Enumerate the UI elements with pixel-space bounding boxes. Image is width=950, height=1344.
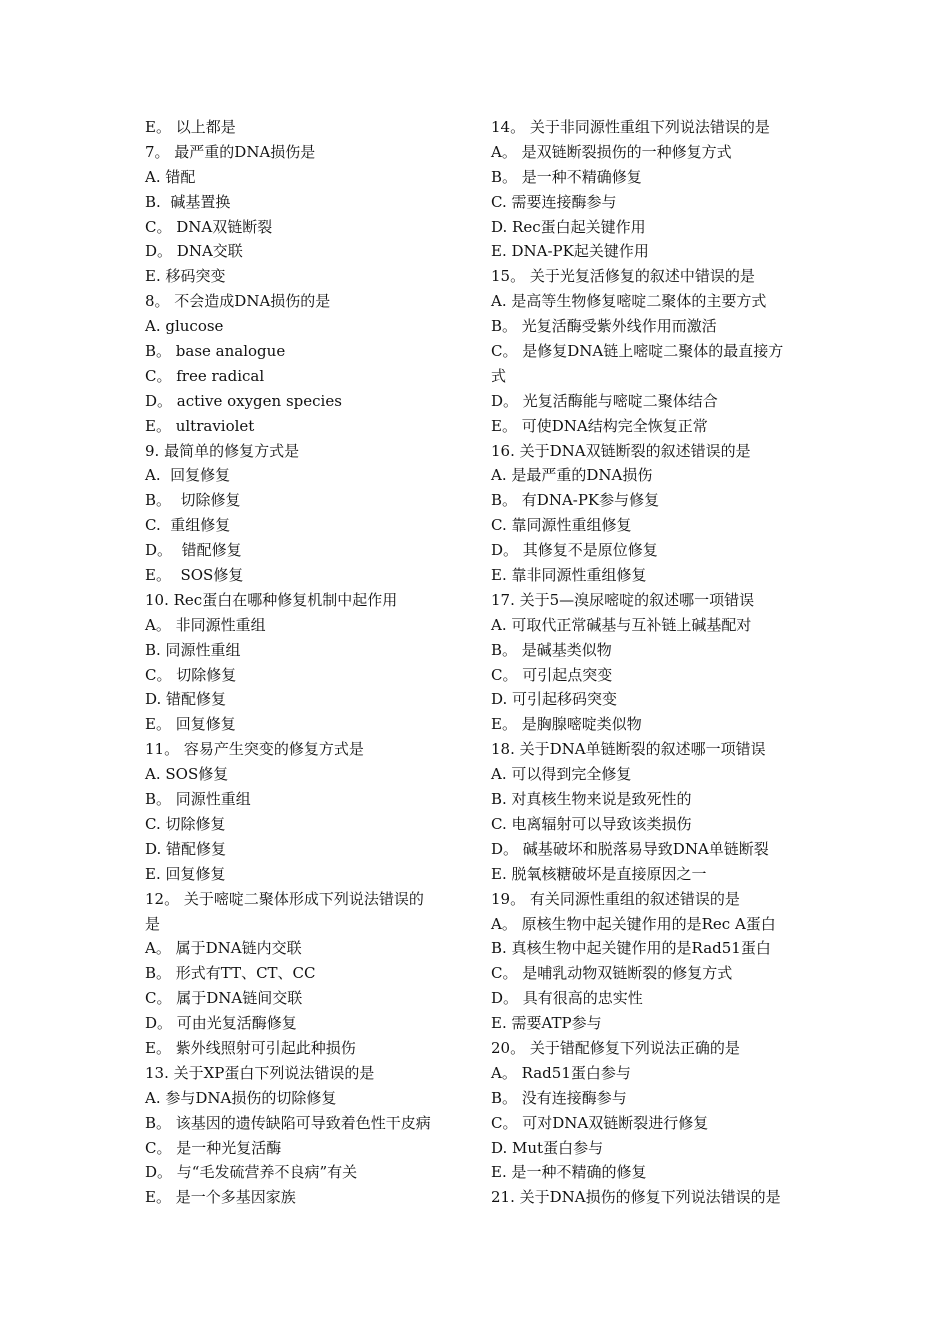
question-line: C。 是修复DNA链上嘧啶二聚体的最直接方 — [491, 342, 784, 361]
question-line: E. 回复修复 — [145, 864, 226, 883]
question-line: E。 是胸腺嘧啶类似物 — [491, 715, 642, 734]
question-line: 12。 关于嘧啶二聚体形成下列说法错误的 — [145, 889, 424, 908]
question-line: B。 形式有TT、CT、CC — [145, 964, 316, 983]
question-line: A。 是双链断裂损伤的一种修复方式 — [491, 142, 732, 161]
left-column — [145, 115, 470, 1210]
question-line: E. 移码突变 — [145, 267, 226, 286]
question-line: C。 可引起点突变 — [491, 665, 613, 684]
question-line: 18. 关于DNA单链断裂的叙述哪一项错误 — [491, 740, 766, 759]
question-line: 19。 有关同源性重组的叙述错误的是 — [491, 889, 740, 908]
question-line: 10. Rec蛋白在哪种修复机制中起作用 — [145, 590, 398, 609]
question-line: D. 可引起移码突变 — [491, 690, 618, 709]
question-line: B。 有DNA-PK参与修复 — [491, 491, 660, 510]
question-line: A。 Rad51蛋白参与 — [491, 1063, 631, 1082]
question-line: A。 原核生物中起关键作用的是Rec A蛋白 — [491, 914, 776, 933]
question-line: C。 可对DNA双链断裂进行修复 — [491, 1113, 709, 1132]
question-line: 21. 关于DNA损伤的修复下列说法错误的是 — [491, 1188, 781, 1207]
question-line: B. 碱基置换 — [145, 192, 231, 211]
question-line: 是 — [145, 914, 161, 933]
question-line: E。 可使DNA结构完全恢复正常 — [491, 416, 708, 435]
question-line: 20。 关于错配修复下列说法正确的是 — [491, 1038, 740, 1057]
question-line: A. 错配 — [145, 167, 196, 186]
question-line: B。 切除修复 — [145, 491, 241, 510]
question-line: 14。 关于非同源性重组下列说法错误的是 — [491, 118, 770, 136]
question-line: A。 非同源性重组 — [145, 615, 266, 634]
question-line: E。 紫外线照射可引起此种损伤 — [145, 1038, 356, 1057]
question-line: B。 同源性重组 — [145, 790, 251, 809]
question-line: C。 是一种光复活酶 — [145, 1138, 282, 1157]
question-line: A. 参与DNA损伤的切除修复 — [145, 1088, 337, 1107]
question-line: B. 同源性重组 — [145, 640, 241, 659]
question-line: E. 靠非同源性重组修复 — [491, 566, 647, 585]
question-line: A. 是最严重的DNA损伤 — [491, 466, 653, 485]
question-line: A. 可以得到完全修复 — [491, 765, 632, 784]
question-line: C. 切除修复 — [145, 814, 226, 833]
question-line: D. 错配修复 — [145, 839, 227, 858]
question-line: E. 脱氧核糖破坏是直接原因之一 — [491, 864, 707, 883]
question-line: E. 需要ATP参与 — [491, 1014, 602, 1033]
question-line: C。 是哺乳动物双链断裂的修复方式 — [491, 964, 733, 983]
question-line: D。 碱基破坏和脱落易导致DNA单链断裂 — [491, 839, 769, 858]
question-line: A. 回复修复 — [145, 466, 231, 485]
question-line: 8。 不会造成DNA损伤的是 — [145, 292, 331, 311]
question-line: D. Mut蛋白参与 — [491, 1138, 604, 1157]
question-line: E。 是一个多基因家族 — [145, 1188, 296, 1207]
question-line: D. Rec蛋白起关键作用 — [491, 217, 646, 236]
question-line: B。 该基因的遗传缺陷可导致着色性干皮病 — [145, 1113, 431, 1132]
question-line: E。 ultraviolet — [145, 416, 255, 435]
question-line: B。 光复活酶受紫外线作用而激活 — [491, 317, 717, 336]
question-line: B。 是一种不精确修复 — [491, 167, 642, 186]
right-column — [491, 115, 811, 1210]
question-line: C。 free radical — [145, 366, 265, 385]
question-line: B。 base analogue — [145, 342, 286, 361]
question-line: 17. 关于5—溴尿嘧啶的叙述哪一项错误 — [491, 590, 755, 609]
question-line: D。 与“毛发硫营养不良病”有关 — [145, 1163, 358, 1182]
question-line: C. 靠同源性重组修复 — [491, 516, 632, 535]
question-line: C。 属于DNA链间交联 — [145, 989, 303, 1008]
question-line: C。 切除修复 — [145, 665, 237, 684]
question-line: B。 没有连接酶参与 — [491, 1088, 627, 1107]
question-line: 11。 容易产生突变的修复方式是 — [145, 740, 364, 759]
question-line: A. 可取代正常碱基与互补链上碱基配对 — [491, 615, 752, 634]
question-line: A。 属于DNA链内交联 — [145, 939, 302, 958]
question-line: C。 DNA双链断裂 — [145, 217, 273, 236]
question-line: D。 DNA交联 — [145, 242, 243, 261]
question-line: 13. 关于XP蛋白下列说法错误的是 — [145, 1063, 375, 1082]
question-line: A. SOS修复 — [145, 765, 229, 784]
question-line: E。 回复修复 — [145, 715, 236, 734]
question-line: B. 对真核生物来说是致死性的 — [491, 790, 692, 809]
question-line: D。 光复活酶能与嘧啶二聚体结合 — [491, 391, 718, 410]
question-line: D。 具有很高的忠实性 — [491, 989, 643, 1008]
question-line: E。 SOS修复 — [145, 566, 244, 585]
question-line: A. glucose — [145, 317, 224, 336]
question-line: D. 错配修复 — [145, 690, 227, 709]
question-line: D。 active oxygen species — [145, 391, 342, 410]
question-line: 7。 最严重的DNA损伤是 — [145, 142, 316, 161]
question-line: D。 错配修复 — [145, 541, 242, 560]
question-line: 15。 关于光复活修复的叙述中错误的是 — [491, 267, 755, 286]
question-line: 9. 最简单的修复方式是 — [145, 441, 300, 460]
question-line: B. 真核生物中起关键作用的是Rad51蛋白 — [491, 939, 771, 958]
question-line: D。 其修复不是原位修复 — [491, 541, 658, 560]
question-line: E. 是一种不精确的修复 — [491, 1163, 647, 1182]
question-line: 16. 关于DNA双链断裂的叙述错误的是 — [491, 441, 751, 460]
question-line: D。 可由光复活酶修复 — [145, 1014, 297, 1033]
question-line: C. 电离辐射可以导致该类损伤 — [491, 814, 692, 833]
question-line: B。 是碱基类似物 — [491, 640, 612, 659]
question-line: E。 以上都是 — [145, 118, 236, 136]
question-line: 式 — [491, 366, 507, 385]
question-line: C. 重组修复 — [145, 516, 231, 535]
question-line: C. 需要连接酶参与 — [491, 192, 617, 211]
question-line: A. 是高等生物修复嘧啶二聚体的主要方式 — [491, 292, 767, 311]
question-line: E. DNA-PK起关键作用 — [491, 242, 649, 261]
